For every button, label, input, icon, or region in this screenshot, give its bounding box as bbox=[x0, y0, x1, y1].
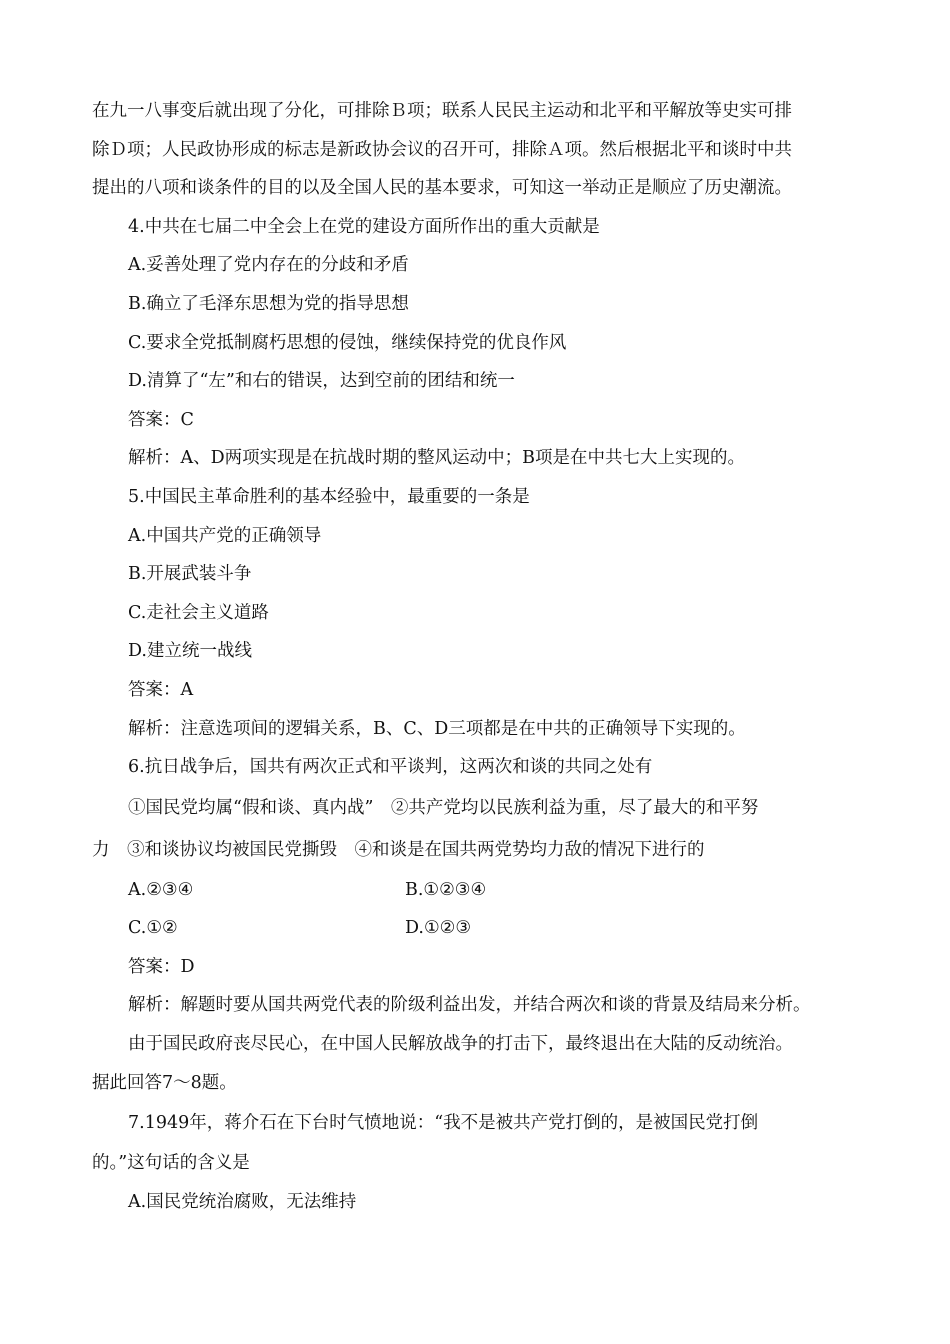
question-4-analysis: 解析：A、D两项实现是在抗战时期的整风运动中；B项是在中共七大上实现的。 bbox=[128, 448, 746, 469]
question-6-option-d: D.①②③ bbox=[405, 918, 472, 939]
question-5-option-b: B.开展武装斗争 bbox=[128, 564, 252, 585]
question-6-stem: 6.抗日战争后，国共有两次正式和平谈判，这两次和谈的共同之处有 bbox=[128, 757, 653, 778]
question-6-analysis: 解析：解题时要从国共两党代表的阶级利益出发，并结合两次和谈的背景及结局来分析。 bbox=[128, 995, 811, 1016]
material-text: 据此回答7～8题。 bbox=[92, 1072, 237, 1093]
question-7-option-a: A.国民党统治腐败，无法维持 bbox=[128, 1191, 357, 1212]
question-5-analysis: 解析：注意选项间的逻辑关系，B、C、D三项都是在中共的正确领导下实现的。 bbox=[128, 718, 746, 739]
question-6-option-a: A.②③④ bbox=[128, 879, 194, 900]
question-4-option-a: A.妥善处理了党内存在的分歧和矛盾 bbox=[128, 255, 409, 276]
question-6-options-row bbox=[92, 871, 870, 910]
text-line: 提出的八项和谈条件的目的以及全国人民的基本要求，可知这一举动正是顺应了历史潮流。 bbox=[92, 178, 792, 199]
document-page bbox=[92, 92, 870, 1221]
question-6-items: 力 ③和谈协议均被国民党撕毁 ④和谈是在国共两党势均力敌的情况下进行的 bbox=[92, 839, 705, 860]
question-6-option-c: C.①② bbox=[128, 918, 178, 939]
question-4-answer: 答案：C bbox=[128, 409, 194, 430]
question-4-option-b: B.确立了毛泽东思想为党的指导思想 bbox=[128, 293, 409, 314]
question-6-options-row bbox=[92, 909, 870, 948]
question-6-items: ①国民党均属“假和谈、真内战” ②共产党均以民族利益为重，尽了最大的和平努 bbox=[128, 797, 759, 818]
question-4-option-d: D.清算了“左”和右的错误，达到空前的团结和统一 bbox=[128, 371, 515, 392]
question-4-stem: 4.中共在七届二中全会上在党的建设方面所作出的重大贡献是 bbox=[128, 216, 600, 237]
material-text: 由于国民政府丧尽民心，在中国人民解放战争的打击下，最终退出在大陆的反动统治。 bbox=[128, 1034, 793, 1055]
question-6-option-b: B.①②③④ bbox=[405, 879, 487, 900]
text-line: 除Ｄ项；人民政协形成的标志是新政协会议的召开可，排除Ａ项。然后根据北平和谈时中共 bbox=[92, 139, 792, 160]
question-5-option-d: D.建立统一战线 bbox=[128, 641, 252, 662]
question-5-option-c: C.走社会主义道路 bbox=[128, 602, 269, 623]
question-7-stem: 7.1949年，蒋介石在下台时气愤地说：“我不是被共产党打倒的，是被国民党打倒 bbox=[128, 1113, 759, 1134]
question-5-answer: 答案：A bbox=[128, 679, 194, 700]
question-5-option-a: A.中国共产党的正确领导 bbox=[128, 525, 322, 546]
question-6-answer: 答案：D bbox=[128, 956, 195, 977]
question-7-stem: 的。”这句话的含义是 bbox=[92, 1153, 250, 1174]
text-line: 在九一八事变后就出现了分化，可排除Ｂ项；联系人民民主运动和北平和平解放等史实可排 bbox=[92, 101, 792, 121]
question-4-option-c: C.要求全党抵制腐朽思想的侵蚀，继续保持党的优良作风 bbox=[128, 332, 567, 353]
question-5-stem: 5.中国民主革命胜利的基本经验中，最重要的一条是 bbox=[128, 486, 530, 507]
